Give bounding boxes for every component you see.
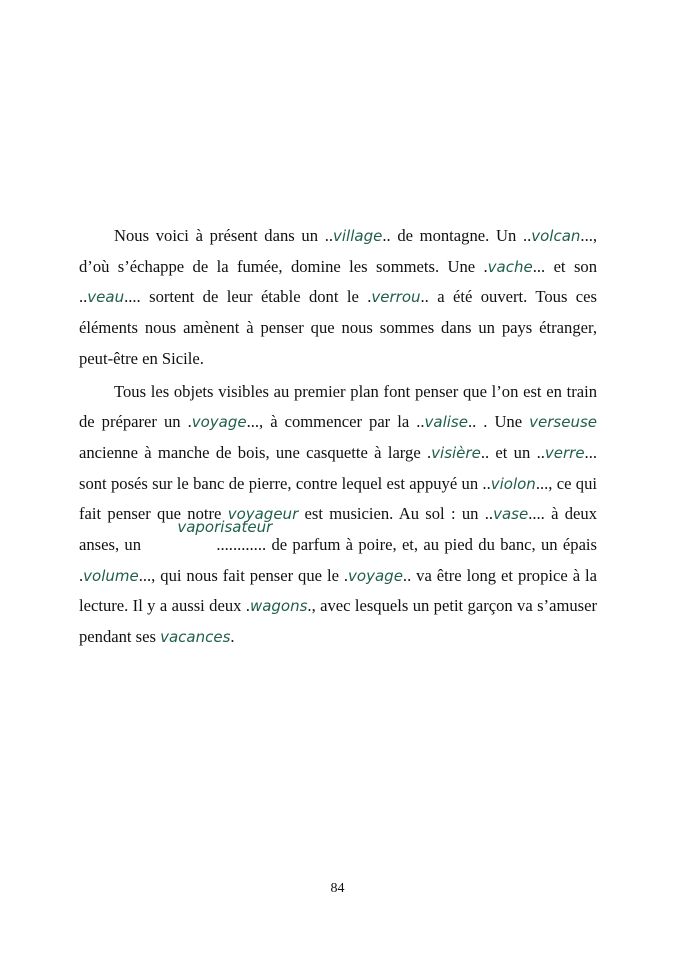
text-segment: ..., ce qui fait penser que notre [79, 473, 597, 524]
answer-valise: valise [424, 413, 468, 432]
answer-vacances: vacances [160, 628, 231, 647]
answer-volume: volume [83, 566, 139, 585]
answer-voyageur: voyageur [227, 505, 299, 524]
text-segment: . [230, 627, 235, 647]
text-segment: ............ de parfum à poire, et, au pied du banc, un épais . [79, 535, 597, 585]
answer-vaporisateur: vaporisateur [177, 518, 273, 537]
text-segment: ..., à commencer par la .. [246, 412, 425, 432]
text-segment: ... sont posés sur le banc de pierre, contre lequel est appuyé un .. [79, 442, 597, 493]
answer-veau: veau [87, 288, 125, 307]
text-segment: .. et un .. [480, 442, 545, 462]
text-segment: ..., d’où s’échappe de la fumée, domine les sommets. Une . [79, 226, 598, 276]
text-segment: Tous les objets visibles au premier plan font penser que l’on est en train de préparer un . [79, 381, 597, 432]
answer-voyage: voyage [191, 413, 247, 432]
paragraph-1 [79, 221, 597, 375]
answer-verre: verre [544, 443, 585, 462]
paragraph-2 [79, 377, 597, 653]
answer-wagons: wagons [249, 597, 308, 616]
answer-vache: vache [487, 257, 533, 276]
text-segment: Nous voici à présent dans un .. [114, 226, 333, 245]
answer-volcan: volcan [531, 227, 581, 245]
text-segment: est musicien. Au sol : un .. [298, 504, 494, 524]
page-number: 84 [330, 881, 345, 896]
answer-voyage-2: voyage [348, 566, 403, 585]
text-segment: ancienne à manche de bois, une casquette à large . [79, 442, 432, 462]
text-segment: ., avec lesquels un petit garçon va s’amuser pendant ses [79, 596, 597, 647]
answer-verseuse: verseuse [529, 413, 597, 432]
text-segment: .. . Une [467, 412, 530, 432]
exercise-text [79, 221, 597, 653]
text-segment: ..., qui nous fait penser que le . [138, 565, 349, 585]
answer-violon: violon [490, 474, 536, 493]
answer-visiere: visière [431, 443, 481, 462]
text-segment: .. de montagne. Un .. [382, 226, 532, 245]
text-segment: ... et son .. [79, 256, 597, 307]
answer-village: village [333, 227, 383, 245]
text-segment: .... sortent de leur étable dont le . [124, 287, 372, 307]
text-segment: .. va être long et propice à la lecture. Il y a aussi deux . [79, 565, 597, 616]
answer-verrou: verrou [371, 288, 421, 307]
text-segment: .... à deux anses, un [79, 504, 598, 555]
answer-vase: vase [493, 505, 529, 524]
text-segment: .. a été ouvert. Tous ces éléments nous amènent à penser que nous sommes dans un pays étranger, peut-être en Sicile. [79, 287, 597, 368]
raised-answer-slot [146, 518, 273, 550]
